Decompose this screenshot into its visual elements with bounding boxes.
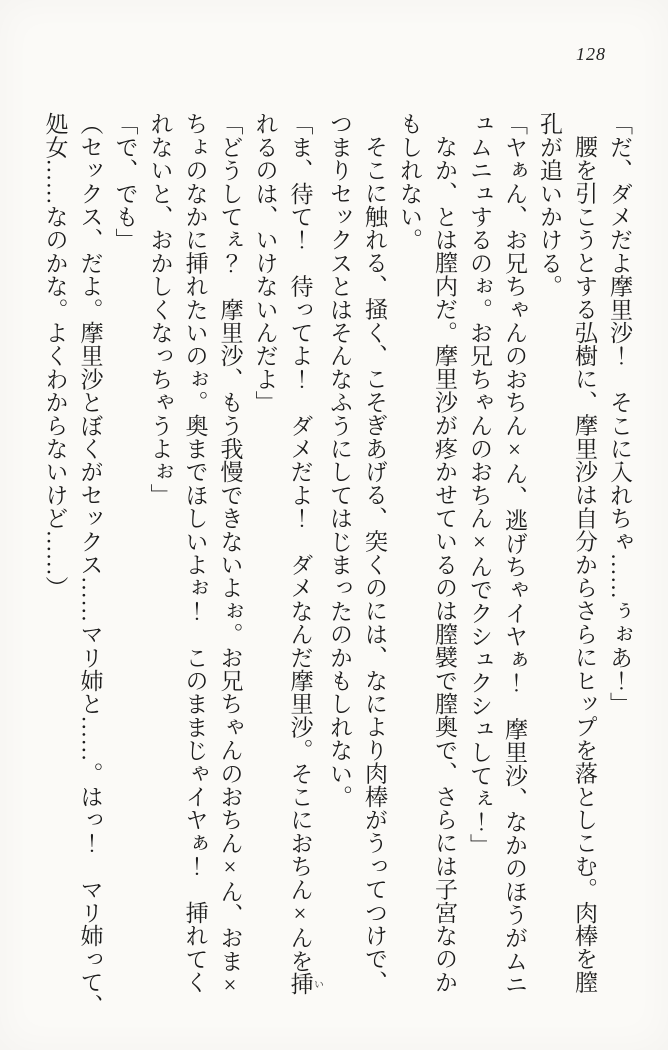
text-column: （セックス、だよ。摩里沙とぼくがセックス……マリ姉と……。はっ！ マリ姉って、	[77, 112, 103, 1017]
text-column: 「どうしてぇ？ 摩里沙、もう我慢できないよぉ。お兄ちゃんのおちん×ん、おま×	[217, 112, 243, 998]
text-column: 「ヤぁん、お兄ちゃんのおちん×ん、逃げちゃイヤぁ！ 摩里沙、なかのほうがムニ	[502, 112, 527, 996]
text-column: 処女……なのかな。よくわからないけど……）	[42, 112, 68, 600]
text-column: つまりセックスとはそんなふうにしてはじまったのかもしれない。	[327, 112, 352, 808]
text-column: 腰を引こうとする弘樹に、摩里沙は自分からさらにヒップを落としこむ。肉棒を膣	[572, 135, 597, 994]
text-column: もしれない。	[397, 112, 422, 252]
text-column: ュムニュするのぉ。お兄ちゃんのおちん×んでクシュクシュしてぇ！」	[467, 112, 492, 857]
text-column: なか、とは膣内だ。摩里沙が疼かせているのは膣襞で膣奥で、さらには子宮なのか	[432, 135, 457, 994]
text-column: ちょのなかに挿れたいのぉ。奥までほしいよぉ！ このままじゃイヤぁ！ 挿れてく	[182, 112, 208, 994]
text-column: 「だ、ダメだよ摩里沙！ そこに入れちゃ……ぅぉあ！」	[607, 112, 632, 716]
furigana-ruby: 挿 い	[287, 972, 323, 996]
text-column: れないと、おかしくなっちゃうよぉ」	[147, 112, 173, 507]
text-column: れるのは、いけないんだよ」	[252, 112, 278, 414]
text-column: 「ま、待て！ 待ってよ！ ダメだよ！ ダメなんだ摩里沙。そこにおちん×んを挿 い	[287, 112, 323, 996]
text-column: そこに触れる、掻く、こそぎあげる、突くのには、なにより肉棒がうってつけで、	[362, 135, 387, 994]
page-number: 128	[576, 44, 606, 64]
text-column: 「で、でも」	[112, 112, 138, 252]
text-column: 孔が追いかける。	[537, 112, 562, 298]
page-text	[38, 112, 638, 1017]
